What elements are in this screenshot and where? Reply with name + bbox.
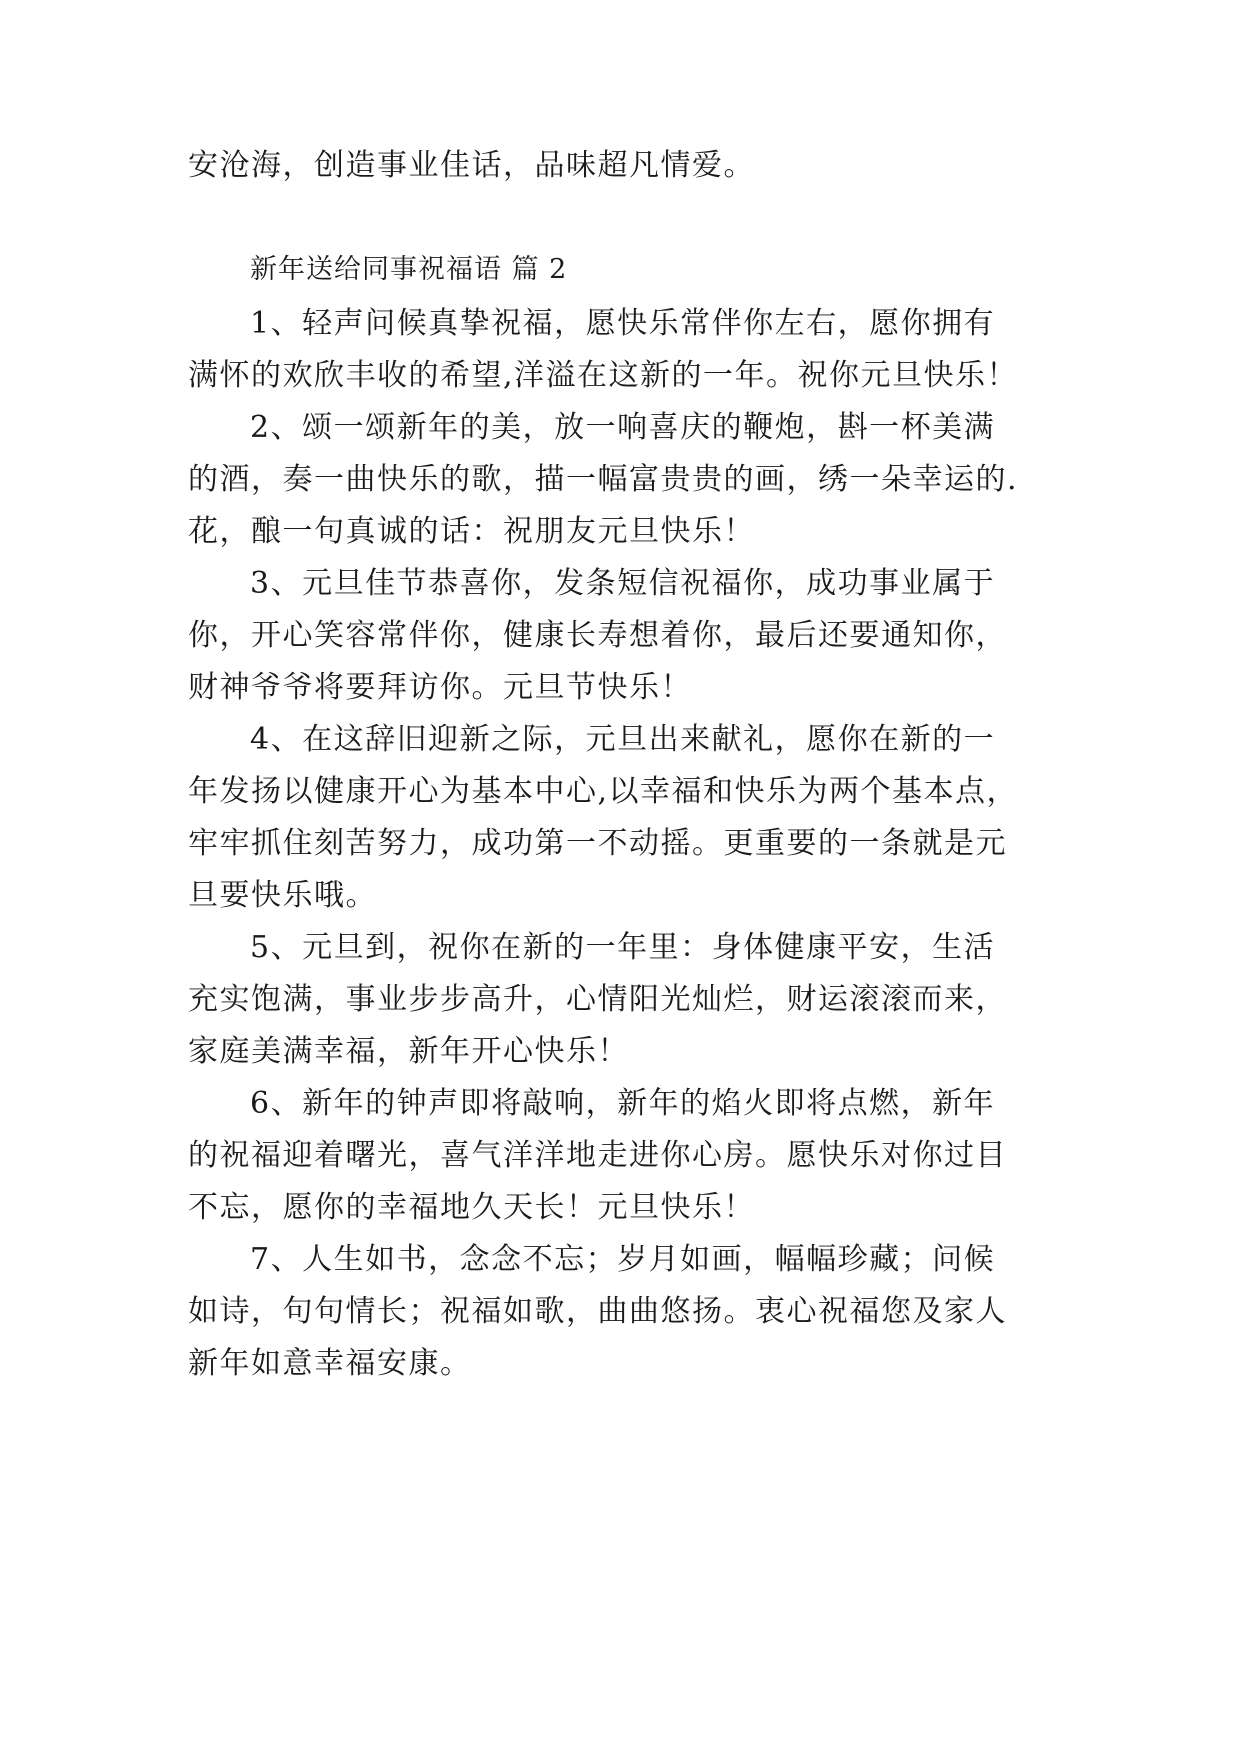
text-line: 5、元旦到，祝你在新的一年里：身体健康平安，生活: [250, 930, 996, 965]
text-line: 年发扬以健康开心为基本中心,以幸福和快乐为两个基本点，: [188, 774, 1019, 809]
text-line: 你，开心笑容常伴你，健康长寿想着你，最后还要通知你，: [188, 618, 1007, 653]
text-line: 财神爷爷将要拜访你。元旦节快乐！: [188, 670, 692, 705]
text-line: 6、新年的钟声即将敲响，新年的焰火即将点燃，新年: [250, 1086, 996, 1121]
text-line: 新年如意幸福安康。: [188, 1346, 472, 1381]
text-line: 的酒，奏一曲快乐的歌，描一幅富贵贵的画，绣一朵幸运的.: [188, 462, 1019, 497]
text-line: 牢牢抓住刻苦努力，成功第一不动摇。更重要的一条就是元: [188, 826, 1007, 861]
text-line: 的祝福迎着曙光，喜气洋洋地走进你心房。愿快乐对你过目: [188, 1138, 1007, 1173]
section-heading: 新年送给同事祝福语 篇 2: [250, 254, 568, 285]
text-line: 不忘，愿你的幸福地久天长！元旦快乐！: [188, 1190, 755, 1225]
text-line: 2、颂一颂新年的美，放一响喜庆的鞭炮，斟一杯美满: [250, 410, 996, 445]
text-line: 3、元旦佳节恭喜你，发条短信祝福你，成功事业属于: [250, 566, 996, 601]
text-line: 家庭美满幸福，新年开心快乐！: [188, 1034, 629, 1069]
text-line: 安沧海，创造事业佳话，品味超凡情爱。: [188, 148, 755, 183]
text-line: 如诗，句句情长；祝福如歌，曲曲悠扬。衷心祝福您及家人: [188, 1294, 1007, 1329]
text-line: 满怀的欢欣丰收的希望,洋溢在这新的一年。祝你元旦快乐！: [188, 358, 1019, 393]
text-line: 旦要快乐哦。: [188, 878, 377, 913]
text-line: 充实饱满，事业步步高升，心情阳光灿烂，财运滚滚而来，: [188, 982, 1007, 1017]
text-line: 1、轻声问候真挚祝福，愿快乐常伴你左右，愿你拥有: [250, 306, 996, 341]
text-line: 花，酿一句真诚的话：祝朋友元旦快乐！: [188, 514, 755, 549]
text-line: 4、在这辞旧迎新之际，元旦出来献礼，愿你在新的一: [250, 722, 996, 757]
text-line: 7、人生如书，念念不忘；岁月如画，幅幅珍藏；问候: [250, 1242, 996, 1277]
